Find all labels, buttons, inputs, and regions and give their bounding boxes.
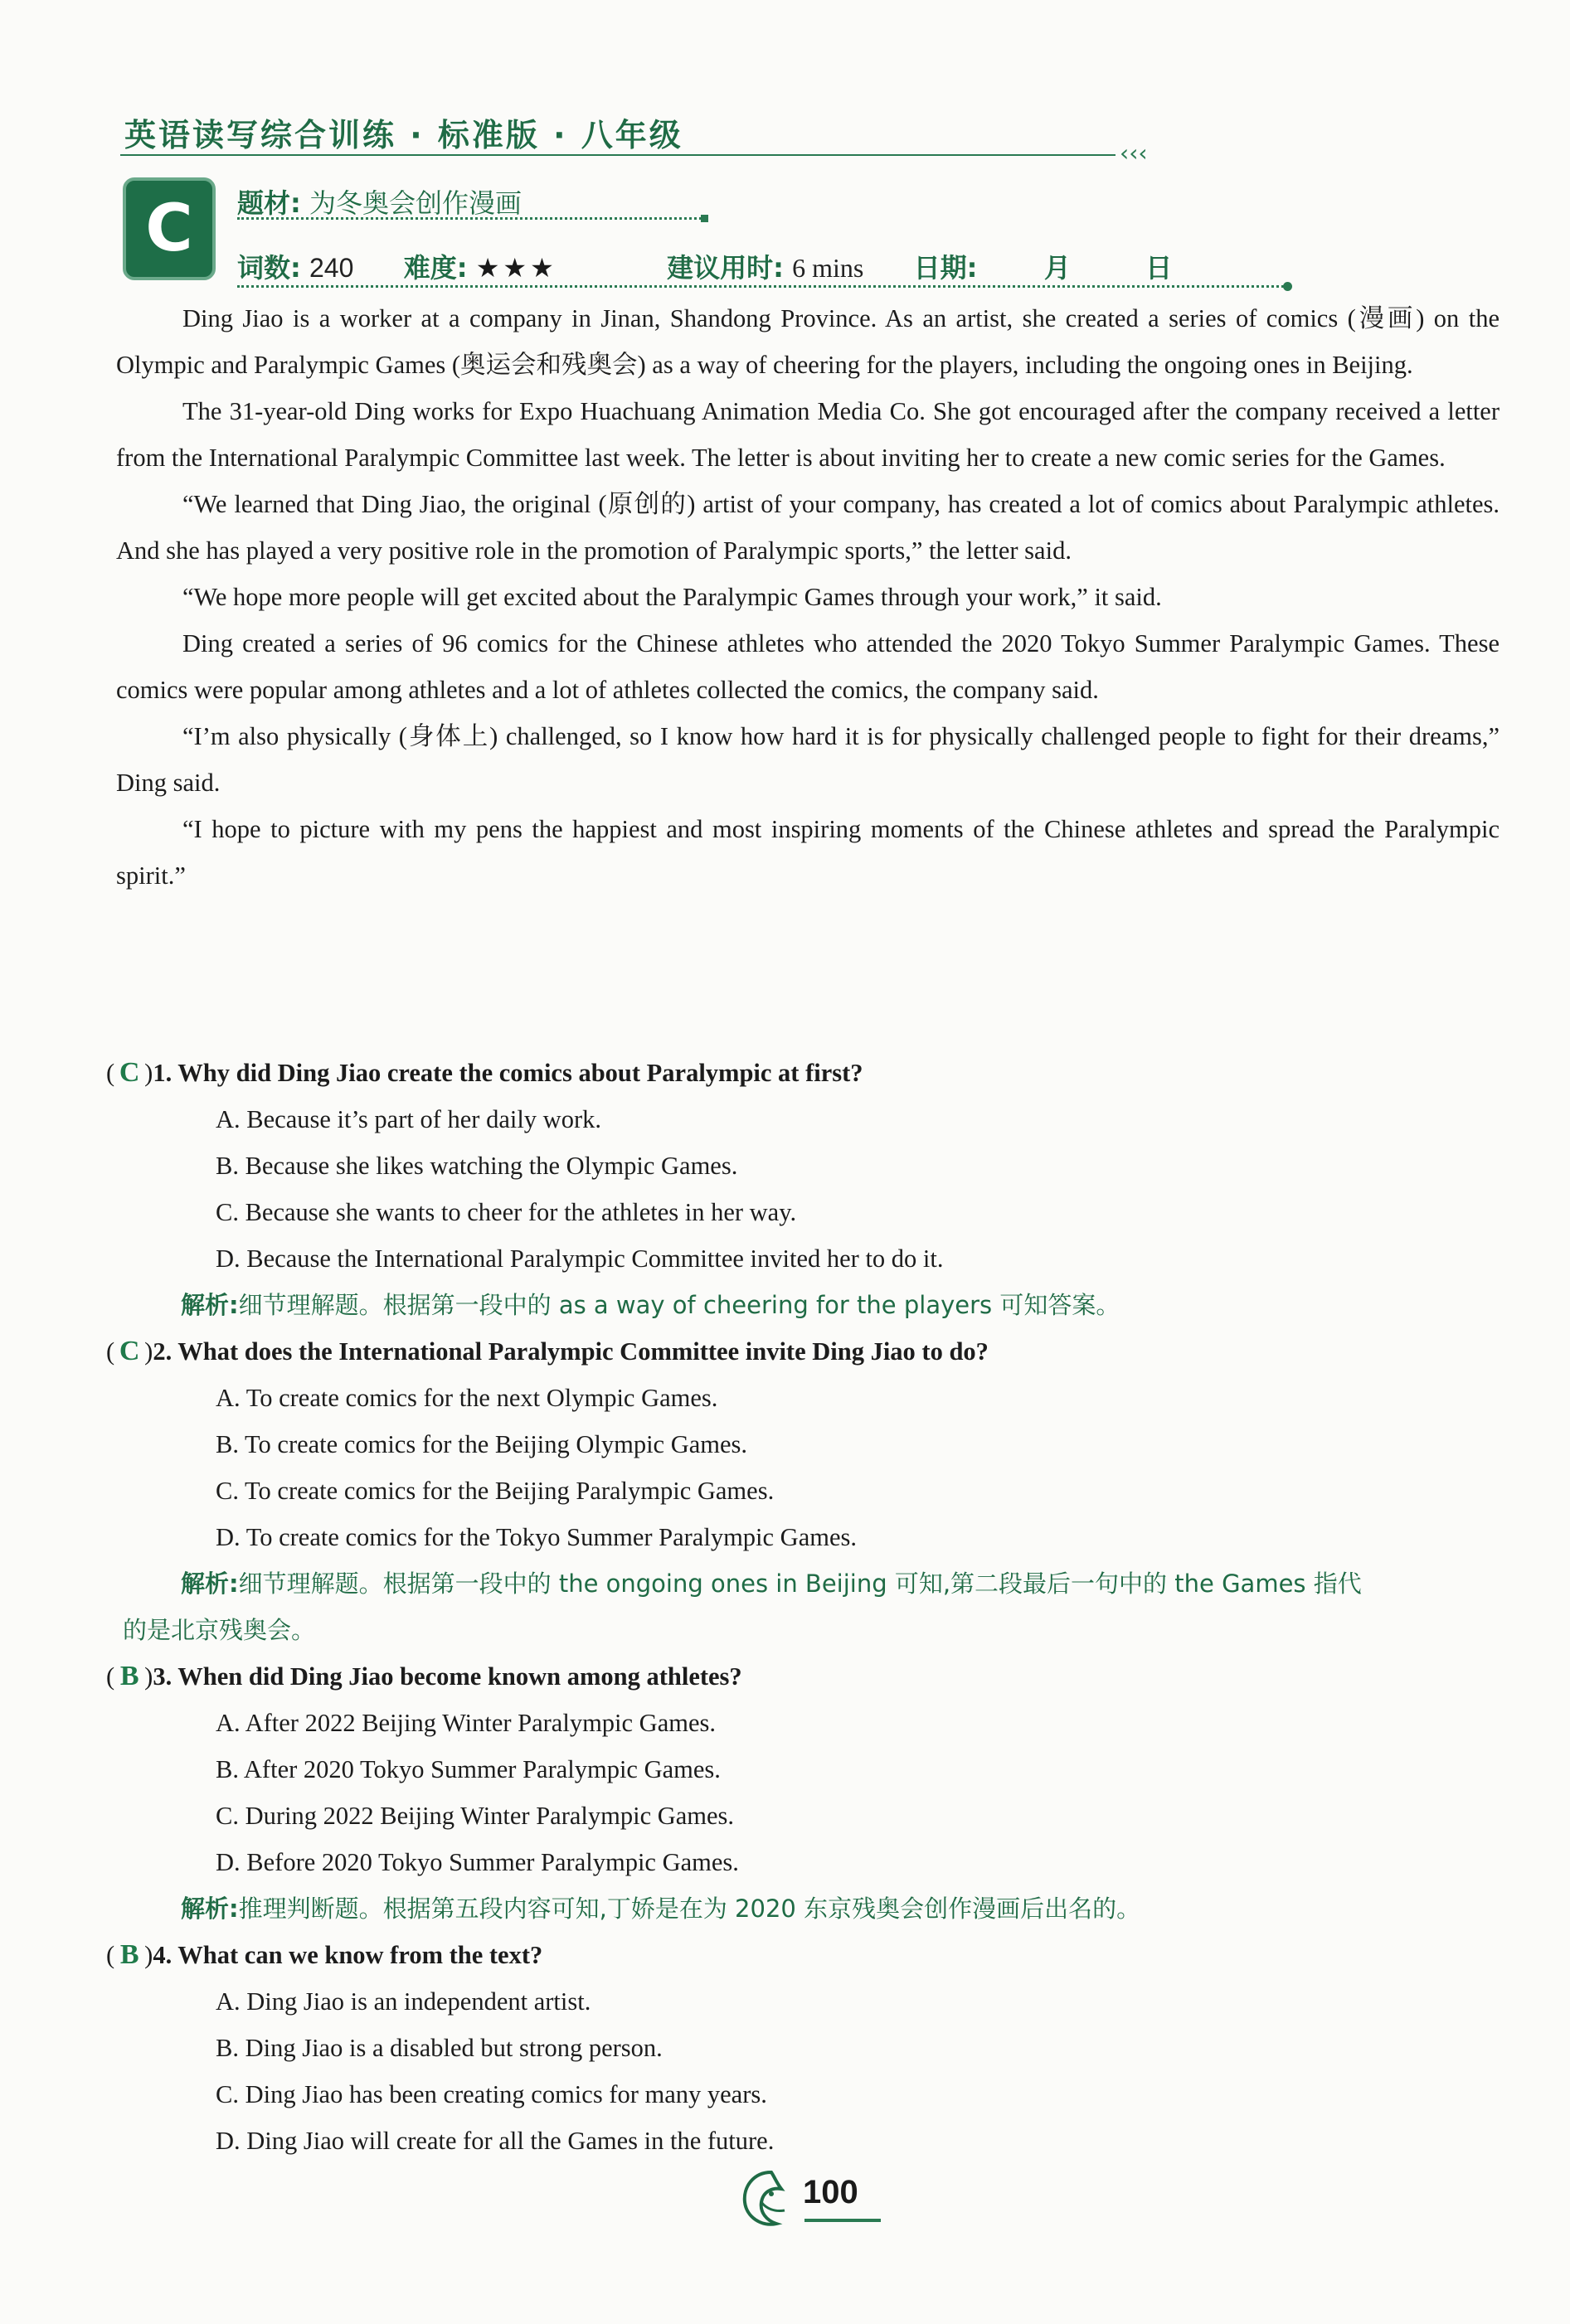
analysis-text: 细节理解题。根据第一段中的 as a way of cheering for the players 可知答案。 [238, 1291, 1120, 1319]
question-number: 2. [153, 1337, 173, 1366]
option-d: D. Before 2020 Tokyo Summer Paralympic Games. [216, 1848, 739, 1876]
option-c: C. During 2022 Beijing Winter Paralympic Games. [216, 1802, 735, 1830]
question-stem: ( B )4. What can we know from the text? [106, 1932, 1508, 1978]
topic-line [237, 182, 522, 221]
option-a: A. To create comics for the next Olympic Games. [216, 1384, 718, 1412]
option-c: C. Ding Jiao has been creating comics for many years. [216, 2080, 767, 2108]
question-text: What does the International Paralympic Committee invite Ding Jiao to do? [177, 1337, 989, 1366]
option-b: B. To create comics for the Beijing Olympic Games. [216, 1430, 748, 1458]
passage-paragraph: Ding Jiao is a worker at a company in Jinan, Shandong Province. As an artist, she created a series of comics (漫画) on the Olympic and Paralympic Games (奥运会和残奥会) as a way of cheering for the players, including the ongoing ones in Beijing. [116, 304, 1500, 379]
option-b: B. Because she likes watching the Olympic Games. [216, 1152, 738, 1180]
passage-paragraph: “We hope more people will get excited about the Paralympic Games through your work,” it said. [182, 583, 1162, 611]
option-d: D. Ding Jiao will create for all the Games in the future. [216, 2127, 775, 2155]
option-c: C. To create comics for the Beijing Paralympic Games. [216, 1477, 775, 1505]
question-text: Why did Ding Jiao create the comics about Paralympic at first? [177, 1059, 863, 1087]
option-b: B. After 2020 Tokyo Summer Paralympic Games. [216, 1755, 721, 1783]
answer-mark: C [119, 1057, 140, 1088]
footer-divider [804, 2219, 881, 2222]
answer-mark: B [119, 1939, 139, 1970]
section-badge: C [123, 177, 216, 280]
question-2 [106, 1328, 1508, 1653]
question-text: When did Ding Jiao become known among athletes? [177, 1662, 742, 1691]
word-count: 240 [309, 253, 354, 283]
passage-paragraph: “I hope to picture with my pens the happiest and most inspiring moments of the Chinese athletes and spread the Paralympic spirit.” [116, 815, 1500, 890]
option-d: D. Because the International Paralympic Committee invited her to do it. [216, 1244, 944, 1273]
passage-paragraph: Ding created a series of 96 comics for the Chinese athletes who attended the 2020 Tokyo Summer Paralympic Games. These comics were popular among athletes and a lot of athletes collected the comics, the company said. [116, 629, 1500, 704]
difficulty-label: 难度: [403, 252, 468, 284]
question-stem: ( B )3. When did Ding Jiao become known among athletes? [106, 1653, 1508, 1700]
passage-paragraph: “I’m also physically (身体上) challenged, so I know how hard it is for physically challenged people to fight for their dreams,” Ding said. [116, 722, 1500, 797]
analysis-continued: 的是北京残奥会。 [123, 1616, 316, 1644]
time-value: 6 mins [792, 253, 864, 283]
analysis [106, 1282, 1508, 1328]
analysis-text: 推理判断题。根据第五段内容可知,丁娇是在为 2020 东京残奥会创作漫画后出名的。 [238, 1895, 1141, 1923]
difficulty-stars-icon: ★★★ [475, 253, 557, 283]
question-number: 3. [153, 1662, 173, 1691]
analysis [106, 1560, 1508, 1607]
question-4 [106, 1932, 1508, 2164]
chevrons-icon: ‹‹‹ [1120, 139, 1148, 167]
question-stem: ( C )2. What does the International Paralympic Committee invite Ding Jiao to do? [106, 1328, 1508, 1375]
question-1 [106, 1050, 1508, 1328]
answer-mark: B [119, 1661, 139, 1691]
answer-mark: C [119, 1336, 140, 1366]
reading-passage [116, 295, 1500, 899]
analysis-label: 解析: [181, 1291, 239, 1319]
analysis-label: 解析: [181, 1895, 239, 1923]
option-a: A. Ding Jiao is an independent artist. [216, 1987, 591, 2016]
book-title: 英语读写综合训练 · 标准版 · 八年级 [124, 117, 683, 153]
analysis-label: 解析: [181, 1570, 239, 1598]
topic-dotted-rule [237, 217, 702, 220]
month-label: 月 [1043, 252, 1071, 284]
option-c: C. Because she wants to cheer for the athletes in her way. [216, 1198, 797, 1226]
option-a: A. After 2022 Beijing Winter Paralympic Games. [216, 1709, 717, 1737]
passage-paragraph: “We learned that Ding Jiao, the original (原创的) artist of your company, has created a lot of comics about Paralympic athletes. And she has played a very positive role in the promotion of Paralympic sports,” the letter said. [116, 490, 1500, 565]
topic-text: 为冬奥会创作漫画 [309, 187, 522, 219]
day-label: 日 [1145, 252, 1173, 284]
word-count-label: 词数: [237, 252, 301, 284]
question-number: 1. [153, 1059, 173, 1087]
question-text: What can we know from the text? [177, 1941, 543, 1969]
header-divider [120, 154, 1116, 156]
date-label: 日期: [913, 252, 978, 284]
analysis-text: 细节理解题。根据第一段中的 the ongoing ones in Beijing 可知,第二段最后一句中的 the Games 指代 [238, 1570, 1362, 1598]
option-a: A. Because it’s part of her daily work. [216, 1105, 601, 1133]
option-d: D. To create comics for the Tokyo Summer Paralympic Games. [216, 1523, 857, 1551]
analysis [106, 1885, 1508, 1932]
page-number: 100 [803, 2174, 858, 2210]
meta-line [237, 247, 1172, 285]
option-b: B. Ding Jiao is a disabled but strong person. [216, 2034, 663, 2062]
topic-label: 题材: [237, 187, 301, 219]
dolphin-logo-icon [738, 2166, 804, 2232]
passage-paragraph: The 31-year-old Ding works for Expo Huachuang Animation Media Co. She got encouraged after the company received a letter from the International Paralympic Committee last week. The letter is about inviting her to create a new comic series for the Games. [116, 397, 1500, 472]
meta-dotted-rule [237, 285, 1284, 288]
question-stem: ( C )1. Why did Ding Jiao create the comics about Paralympic at first? [106, 1050, 1508, 1096]
question-number: 4. [153, 1941, 173, 1969]
time-label: 建议用时: [667, 252, 784, 284]
question-3 [106, 1653, 1508, 1932]
